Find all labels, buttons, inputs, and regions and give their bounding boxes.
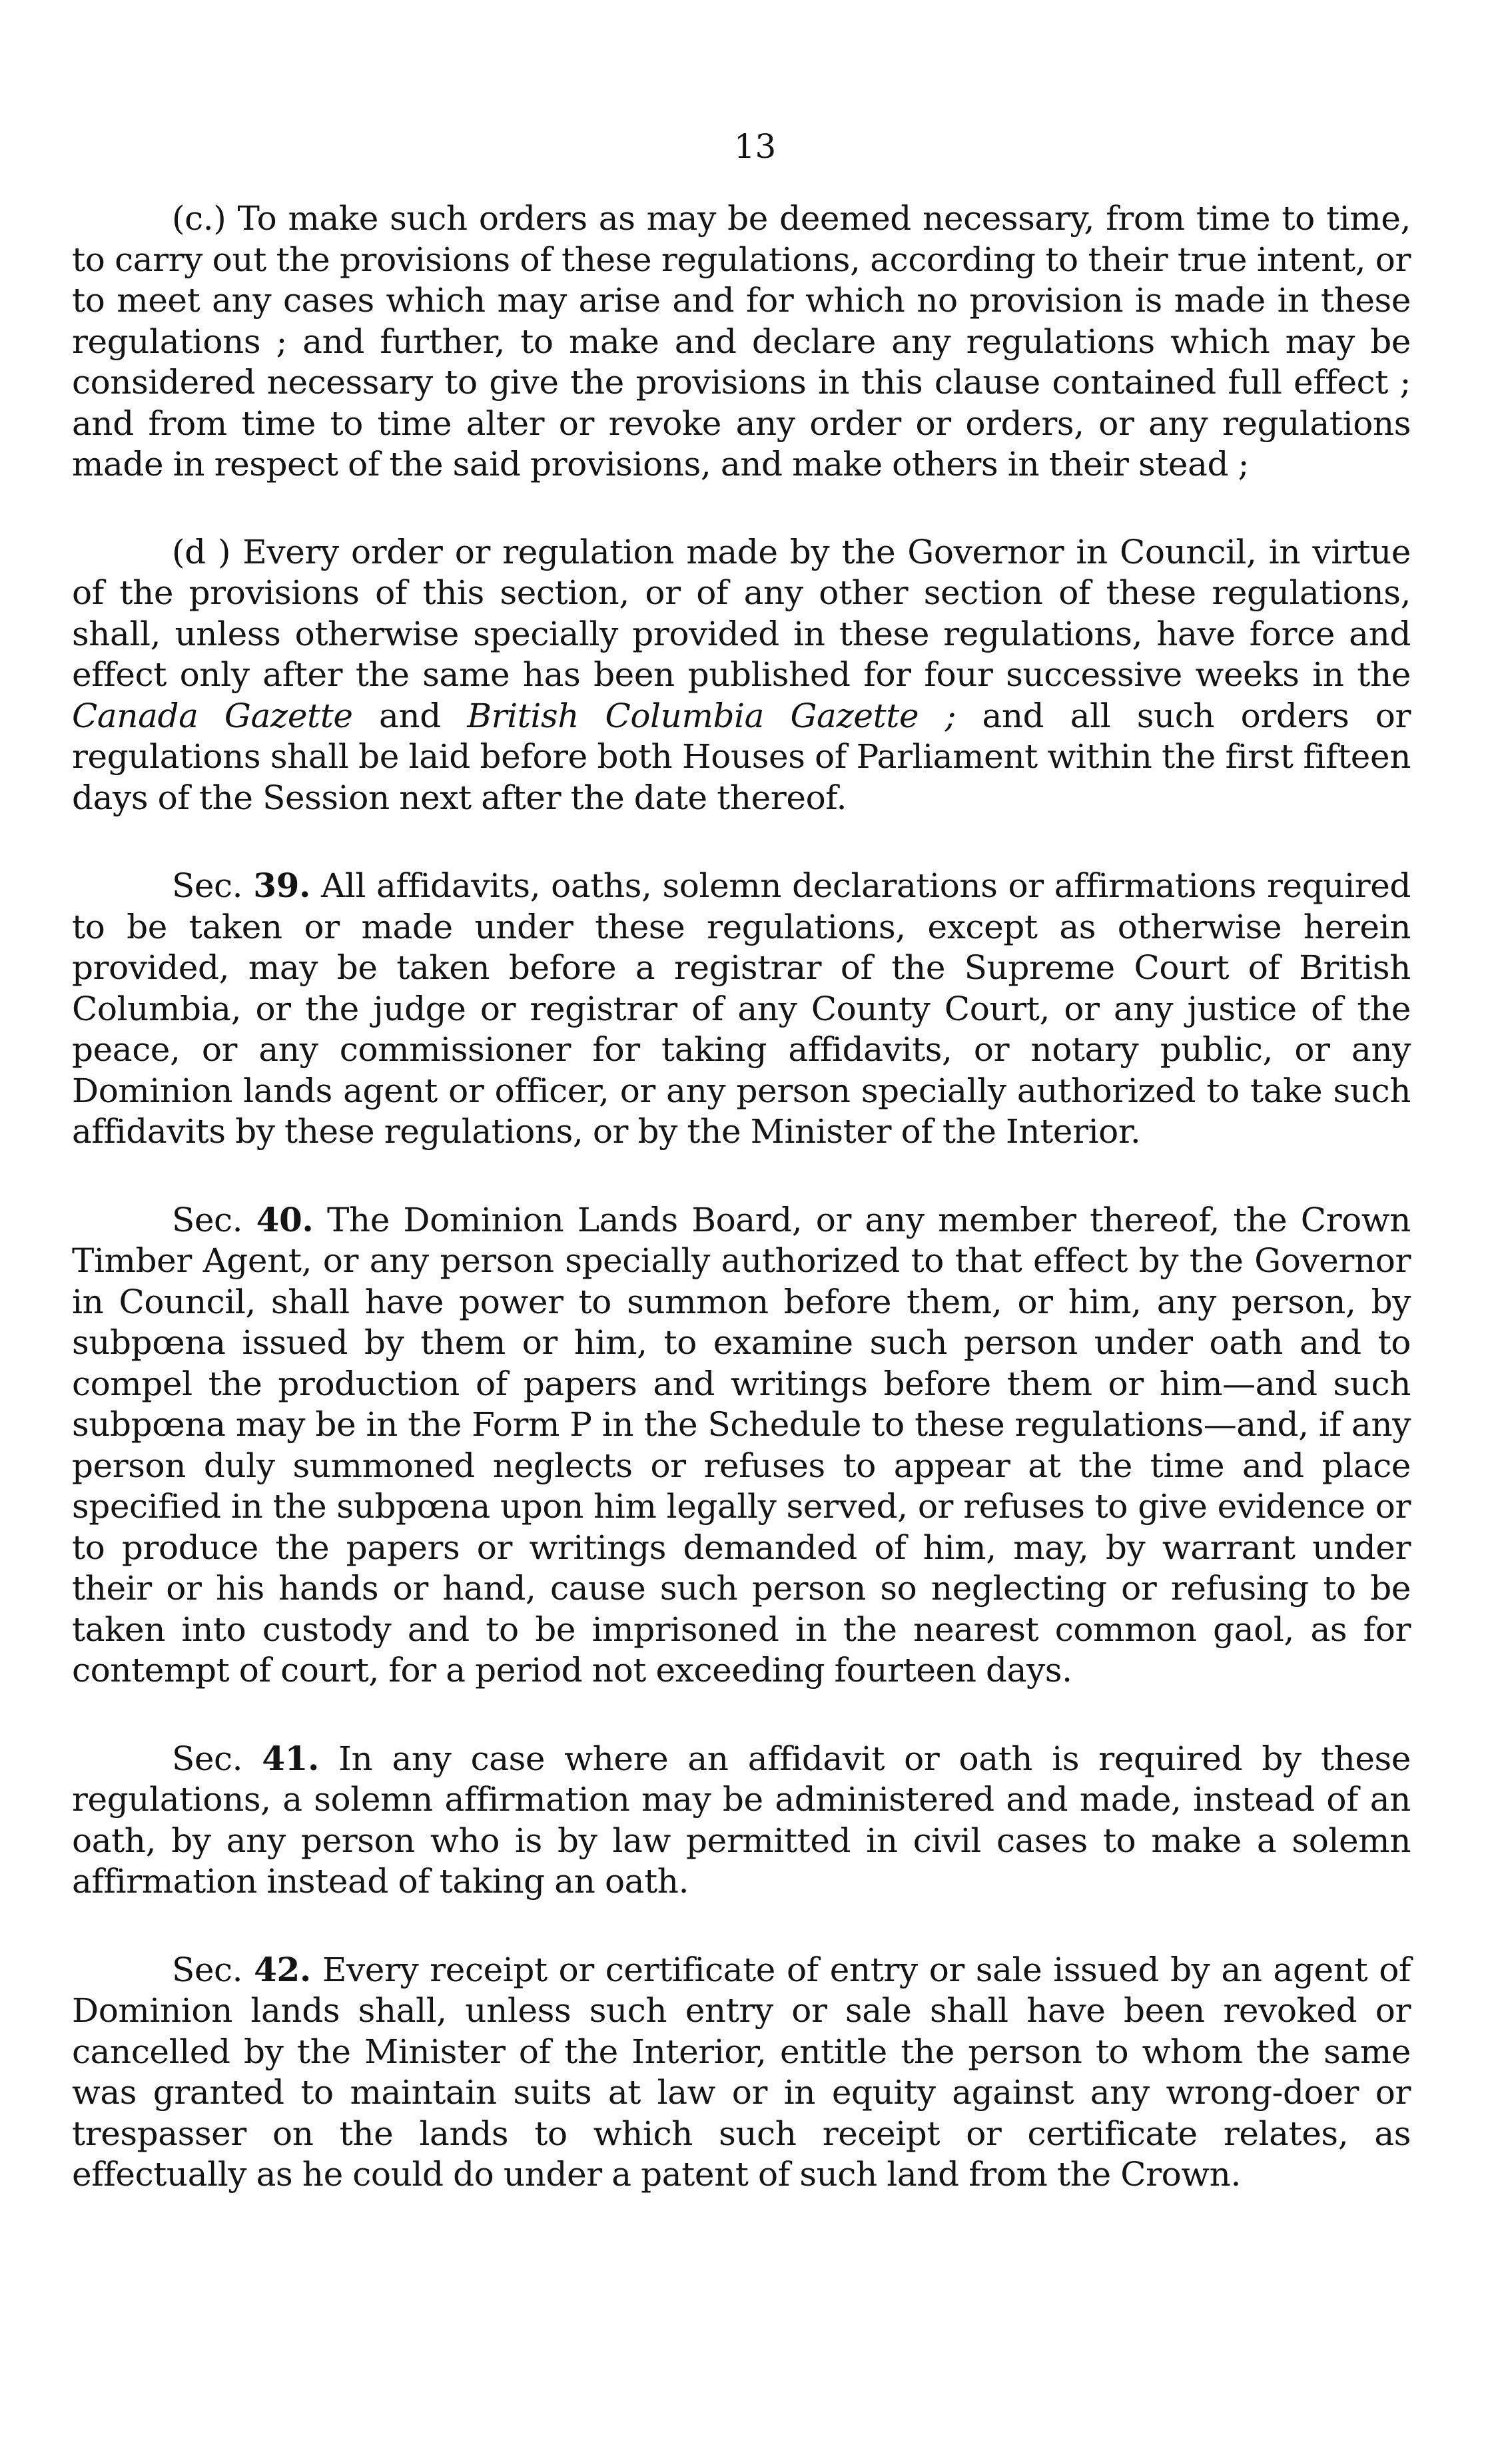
section-number: 42. [254,1949,311,1989]
paragraph-sec41 [72,1738,1411,1903]
paragraph-sec40 [72,1199,1411,1692]
paragraph-text: and [352,696,468,735]
paragraph-text: (d ) Every order or regulation made by the Governor in Council, in virtue of the provisions of this section, or of any other section of these regulations, shall, unless otherwise specially provided in these regulations, have force and effect only after the same has been published for four successive weeks in the [72,532,1411,694]
paragraph-text: Sec. [172,1200,256,1239]
paragraph-text: Sec. [172,1739,262,1778]
section-number: 41. [262,1738,320,1778]
section-number: 39. [253,866,310,905]
body-text [72,198,1411,2196]
section-number: 40. [256,1199,314,1239]
paragraph-text: Every receipt or certificate of entry or sale issued by an agent of Dominion lands shall, unless such entry or sale shall have been revoked or cancelled by the Minister of the Interior, entitle the person to whom the same was granted to maintain suits at law or in equity against any wrong-doer or trespasser on the lands to which such receipt or certificate relates, as effectually as he could do under a patent of such land from the Crown. [72,1950,1411,2194]
paragraph-sec39 [72,865,1411,1153]
paragraph-text: (c.) To make such orders as may be deemed necessary, from time to time, to carry out the provisions of these regulations, according to their true intent, or to meet any cases which may arise and for which no provision is made in these regulations ; and further, to make and declare any regulations which may be considered necessary to give the provisions in this clause contained full effect ; and from time to time alter or revoke any order or orders, or any regulations made in respect of the said provisions, and make others in their stead ; [72,199,1411,483]
paragraph-text: The Dominion Lands Board, or any member thereof, the Crown Timber Agent, or any person specially authorized to that effect by the Governor in Council, shall have power to summon before them, or him, any person, by subpœna issued by them or him, to examine such person under oath and to compel the production of papers and writings before them or him—and such subpœna may be in the Form P in the Schedule to these regulations—and, if any person duly summoned neglects or refuses to appear at the time and place specified in the subpœna upon him legally served, or refuses to give evidence or to produce the papers or writings demanded of him, may, by warrant under their or his hands or hand, cause such person so neglecting or refusing to be taken into custody and to be imprisoned in the nearest common gaol, as for contempt of court, for a period not exceeding fourteen days. [72,1200,1411,1690]
paragraph-text: Sec. [172,1950,254,1989]
page-number: 13 [733,127,777,166]
paragraph-text: and all such orders or regulations shall be laid before both Houses of Parliament within the first fifteen days of the Session next after the date thereof. [72,696,1411,817]
paragraph-c [72,198,1411,485]
italic-text: Canada Gazette [72,696,353,735]
paragraph-sec42 [72,1949,1411,2196]
paragraph-text: Sec. [172,866,254,905]
paragraph-text: In any case where an affidavit or oath is required by these regulations, a solemn affirmation may be administered and made, instead of an oath, by any person who is by law permitted in civil cases to make a solemn affirmation instead of taking an oath. [72,1739,1411,1901]
paragraph-d [72,532,1411,819]
paragraph-text: All affidavits, oaths, solemn declarations or affirmations required to be taken or made under these regulations, except as otherwise herein provided, may be taken before a registrar of the Supreme Court of British Columbia, or the judge or registrar of any County Court, or any justice of the peace, or any commissioner for taking affidavits, or notary public, or any Dominion lands agent or officer, or any person specially authorized to take such affidavits by these regulations, or by the Minister of the Interior. [72,866,1411,1151]
italic-text: British Columbia Gazette ; [467,696,956,735]
